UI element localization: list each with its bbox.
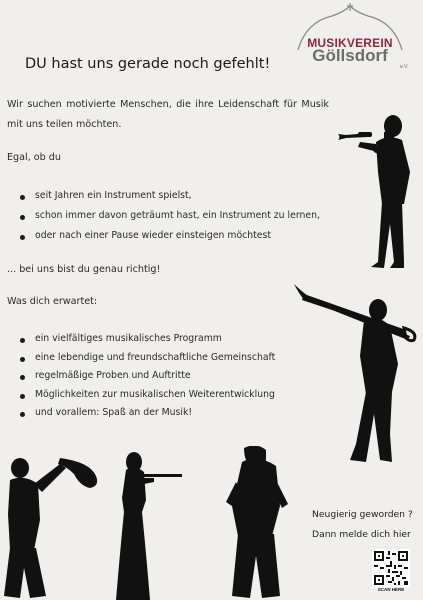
logo-title: MUSIKVEREIN bbox=[307, 36, 393, 50]
bullet-icon bbox=[20, 195, 25, 200]
musikverein-logo bbox=[284, 2, 416, 74]
list-item-text: ein vielfältiges musikalisches Programm bbox=[35, 333, 222, 344]
qr-code[interactable] bbox=[372, 549, 410, 595]
bullet-icon bbox=[20, 235, 25, 240]
cta-line-1: Neugierig geworden ? bbox=[312, 509, 413, 520]
saxophone-player-icon bbox=[0, 450, 106, 600]
richtig-text: ... bei uns bist du genau richtig! bbox=[7, 264, 161, 275]
list-item bbox=[20, 407, 275, 426]
logo-suffix: e.V. bbox=[400, 64, 409, 70]
bullet-icon bbox=[20, 394, 25, 399]
list-item bbox=[20, 370, 275, 389]
list-item-text: regelmäßige Proben und Auftritte bbox=[35, 370, 191, 382]
list-item-text: eine lebendige und freundschaftliche Gemeinschaft bbox=[35, 351, 276, 363]
list-item bbox=[20, 352, 275, 371]
bullet-icon bbox=[20, 412, 25, 417]
list-item-text: oder nach einer Pause wieder einsteigen möchtest bbox=[35, 230, 271, 241]
bullet-icon bbox=[20, 357, 25, 362]
cta-line-2: Dann melde dich hier bbox=[312, 529, 411, 540]
page-title: DU hast uns gerade noch gefehlt! bbox=[25, 56, 271, 72]
bullet-list-two bbox=[20, 333, 275, 426]
cta-text bbox=[312, 505, 413, 545]
flute-player-icon bbox=[116, 452, 182, 600]
list-item-text: Möglichkeiten zur musikalischen Weiterentwicklung bbox=[35, 388, 275, 400]
list-item bbox=[20, 190, 320, 210]
logo-place: Göllsdorf bbox=[312, 46, 388, 65]
qr-label: SCAN HERE bbox=[377, 587, 405, 592]
list-item bbox=[20, 389, 275, 408]
list-item-text: schon immer davon geträumt hast, ein Instrument zu lernen, bbox=[35, 210, 320, 221]
list-item bbox=[20, 230, 320, 250]
list-item bbox=[20, 333, 275, 352]
trumpet-player-icon bbox=[338, 112, 418, 274]
erwartet-heading: Was dich erwartet: bbox=[7, 296, 98, 307]
qr-code-icon bbox=[372, 549, 410, 587]
list-item-text: und vorallem: Spaß an der Musik! bbox=[35, 407, 193, 419]
egal-text: Egal, ob du bbox=[7, 152, 61, 163]
intro-text: Wir suchen motivierte Menschen, die ihre Leidenschaft für Musik mit uns teilen möchten. bbox=[7, 99, 329, 130]
bullet-list-one bbox=[20, 190, 320, 250]
bullet-icon bbox=[20, 338, 25, 343]
bullet-icon bbox=[20, 215, 25, 220]
trombone-player-icon bbox=[294, 284, 418, 466]
list-item bbox=[20, 210, 320, 230]
bullet-icon bbox=[20, 375, 25, 380]
list-item-text: seit Jahren ein Instrument spielst, bbox=[35, 190, 192, 201]
tuba-player-icon bbox=[222, 446, 292, 600]
